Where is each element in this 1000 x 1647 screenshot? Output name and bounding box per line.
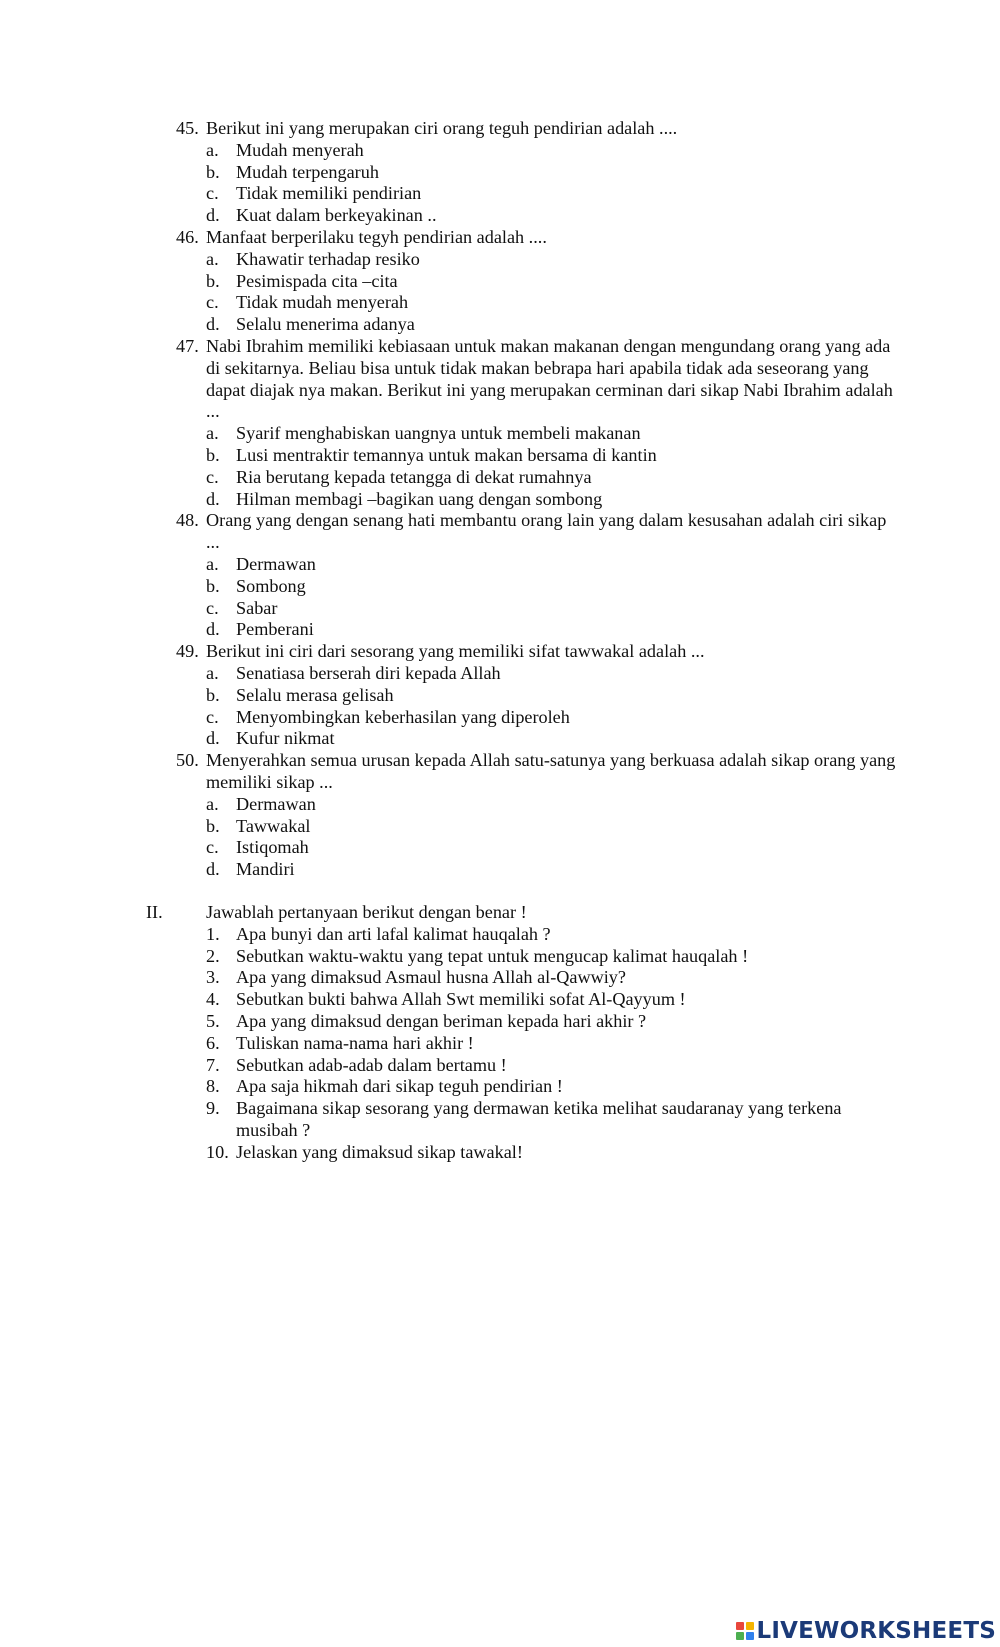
- question-number: 46.: [176, 226, 199, 247]
- option-text: Tawwakal: [236, 815, 311, 836]
- option-text: Kuat dalam berkeyakinan ..: [236, 205, 437, 226]
- option-letter: b.: [206, 444, 220, 465]
- section-instruction: Jawablah pertanyaan berikut dengan benar !: [206, 902, 527, 922]
- option-text: Mudah terpengaruh: [236, 161, 379, 182]
- question-50: [176, 750, 896, 881]
- essay-question-7: [206, 1055, 896, 1077]
- option-letter: d.: [206, 314, 220, 335]
- essay-question-number: 9.: [206, 1098, 220, 1119]
- answer-option: [206, 794, 896, 816]
- option-text: Menyombingkan keberhasilan yang diperoleh: [236, 706, 570, 727]
- option-letter: a.: [206, 423, 219, 444]
- question-47: [176, 336, 896, 510]
- option-letter: c.: [206, 466, 219, 487]
- answer-option: [206, 598, 896, 620]
- answer-option: [206, 467, 896, 489]
- essay-question-number: 7.: [206, 1054, 220, 1075]
- essay-question-number: 4.: [206, 989, 220, 1010]
- option-text: Pemberani: [236, 619, 314, 640]
- option-text: Tidak memiliki pendirian: [236, 183, 422, 204]
- essay-question-number: 6.: [206, 1032, 220, 1053]
- question-number: 48.: [176, 510, 199, 531]
- answer-option: [206, 489, 896, 511]
- answer-option: [206, 140, 896, 162]
- option-text: Dermawan: [236, 553, 316, 574]
- answer-option: [206, 685, 896, 707]
- essay-question-6: [206, 1033, 896, 1055]
- essay-question-number: 5.: [206, 1010, 220, 1031]
- question-45: [176, 118, 896, 227]
- multiple-choice-section: [176, 118, 896, 881]
- essay-question-text: Sebutkan adab-adab dalam bertamu !: [236, 1054, 507, 1075]
- essay-question-4: [206, 989, 896, 1011]
- option-letter: d.: [206, 205, 220, 226]
- option-text: Ria berutang kepada tetangga di dekat rumahnya: [236, 466, 592, 487]
- question-number: 50.: [176, 750, 199, 771]
- question-text: Berikut ini yang merupakan ciri orang teguh pendirian adalah ....: [206, 118, 678, 138]
- option-letter: b.: [206, 684, 220, 705]
- answer-option: [206, 859, 896, 881]
- option-letter: c.: [206, 597, 219, 618]
- option-text: Mudah menyerah: [236, 139, 364, 160]
- option-letter: a.: [206, 139, 219, 160]
- essay-question-number: 3.: [206, 967, 220, 988]
- option-letter: d.: [206, 488, 220, 509]
- option-text: Lusi mentraktir temannya untuk makan bersama di kantin: [236, 444, 657, 465]
- option-text: Selalu menerima adanya: [236, 314, 415, 335]
- option-letter: a.: [206, 248, 219, 269]
- essay-question-number: 8.: [206, 1076, 220, 1097]
- answer-option: [206, 205, 896, 227]
- question-number: 49.: [176, 641, 199, 662]
- option-text: Selalu merasa gelisah: [236, 684, 394, 705]
- essay-question-3: [206, 967, 896, 989]
- option-letter: d.: [206, 859, 220, 880]
- question-text: Berikut ini ciri dari sesorang yang memiliki sifat tawwakal adalah ...: [206, 641, 705, 662]
- essay-question-number: 1.: [206, 923, 220, 944]
- essay-question-text: Tuliskan nama-nama hari akhir !: [236, 1032, 474, 1053]
- logo-square-4: [746, 1632, 754, 1640]
- question-46: [176, 227, 896, 336]
- answer-option: [206, 554, 896, 576]
- essay-question-10: [206, 1142, 896, 1164]
- answer-option: [206, 271, 896, 293]
- answer-option: [206, 445, 896, 467]
- answer-option: [206, 183, 896, 205]
- essay-question-8: [206, 1076, 896, 1098]
- option-letter: d.: [206, 619, 220, 640]
- essay-question-text: Apa yang dimaksud Asmaul husna Allah al-Qawwiy?: [236, 967, 626, 988]
- option-letter: a.: [206, 553, 219, 574]
- option-text: Dermawan: [236, 793, 316, 814]
- essay-question-list: [146, 924, 896, 1164]
- option-letter: c.: [206, 837, 219, 858]
- question-text: Menyerahkan semua urusan kepada Allah satu-satunya yang berkuasa adalah sikap orang yang memiliki sikap ...: [206, 750, 896, 792]
- question-text: Nabi Ibrahim memiliki kebiasaan untuk makan makanan dengan mengundang orang yang ada di sekitarnya. Beliau bisa untuk tidak makan bebrapa hari apabila tidak ada seseorang yang dapat diajak nya makan. Berikut ini yang merupakan cerminan dari sikap Nabi Ibrahim adalah ...: [206, 335, 893, 422]
- answer-option: [206, 707, 896, 729]
- option-text: Syarif menghabiskan uangnya untuk membeli makanan: [236, 423, 641, 444]
- option-text: Mandiri: [236, 859, 295, 880]
- logo-square-2: [746, 1622, 754, 1630]
- answer-option: [206, 663, 896, 685]
- option-letter: c.: [206, 706, 219, 727]
- answer-option: [206, 576, 896, 598]
- option-letter: b.: [206, 161, 220, 182]
- option-text: Pesimispada cita –cita: [236, 270, 398, 291]
- option-text: Senatiasa berserah diri kepada Allah: [236, 662, 501, 683]
- essay-question-5: [206, 1011, 896, 1033]
- essay-question-number: 2.: [206, 945, 220, 966]
- section-heading: [146, 902, 896, 924]
- logo-square-3: [736, 1632, 744, 1640]
- liveworksheets-logo: [736, 1618, 996, 1644]
- option-letter: a.: [206, 662, 219, 683]
- option-text: Khawatir terhadap resiko: [236, 248, 420, 269]
- answer-option: [206, 837, 896, 859]
- question-49: [176, 641, 896, 750]
- answer-option: [206, 292, 896, 314]
- option-text: Istiqomah: [236, 837, 309, 858]
- option-text: Hilman membagi –bagikan uang dengan sombong: [236, 488, 603, 509]
- essay-question-text: Apa bunyi dan arti lafal kalimat hauqalah ?: [236, 923, 551, 944]
- answer-option: [206, 619, 896, 641]
- option-letter: c.: [206, 183, 219, 204]
- answer-option: [206, 728, 896, 750]
- essay-question-text: Sebutkan bukti bahwa Allah Swt memiliki sofat Al-Qayyum !: [236, 989, 686, 1010]
- essay-question-1: [206, 924, 896, 946]
- option-text: Sombong: [236, 575, 306, 596]
- section-roman-numeral: II.: [146, 902, 163, 922]
- question-text: Orang yang dengan senang hati membantu orang lain yang dalam kesusahan adalah ciri sikap ...: [206, 510, 887, 553]
- essay-question-text: Sebutkan waktu-waktu yang tepat untuk mengucap kalimat hauqalah !: [236, 945, 749, 966]
- answer-option: [206, 816, 896, 838]
- option-text: Kufur nikmat: [236, 728, 335, 749]
- brand-name: LIVEWORKSHEETS: [756, 1618, 996, 1644]
- option-letter: b.: [206, 270, 220, 291]
- option-letter: a.: [206, 793, 219, 814]
- question-number: 47.: [176, 335, 199, 356]
- essay-question-2: [206, 946, 896, 968]
- essay-question-9: [206, 1098, 896, 1142]
- question-text: Manfaat berperilaku tegyh pendirian adalah ....: [206, 226, 547, 247]
- logo-grid-icon: [736, 1622, 754, 1640]
- question-48: [176, 510, 896, 641]
- essay-section: [146, 902, 896, 1164]
- option-letter: c.: [206, 292, 219, 313]
- essay-question-text: Apa saja hikmah dari sikap teguh pendirian !: [236, 1076, 563, 1097]
- answer-option: [206, 423, 896, 445]
- essay-question-text: Bagaimana sikap sesorang yang dermawan ketika melihat saudaranay yang terkena musibah ?: [236, 1098, 842, 1140]
- logo-square-1: [736, 1622, 744, 1630]
- option-letter: b.: [206, 575, 220, 596]
- option-letter: b.: [206, 815, 220, 836]
- essay-question-number: 10.: [206, 1141, 229, 1162]
- option-letter: d.: [206, 728, 220, 749]
- answer-option: [206, 162, 896, 184]
- answer-option: [206, 249, 896, 271]
- essay-question-text: Jelaskan yang dimaksud sikap tawakal!: [236, 1141, 523, 1162]
- option-text: Sabar: [236, 597, 278, 618]
- answer-option: [206, 314, 896, 336]
- question-number: 45.: [176, 118, 199, 138]
- option-text: Tidak mudah menyerah: [236, 292, 409, 313]
- essay-question-text: Apa yang dimaksud dengan beriman kepada hari akhir ?: [236, 1010, 647, 1031]
